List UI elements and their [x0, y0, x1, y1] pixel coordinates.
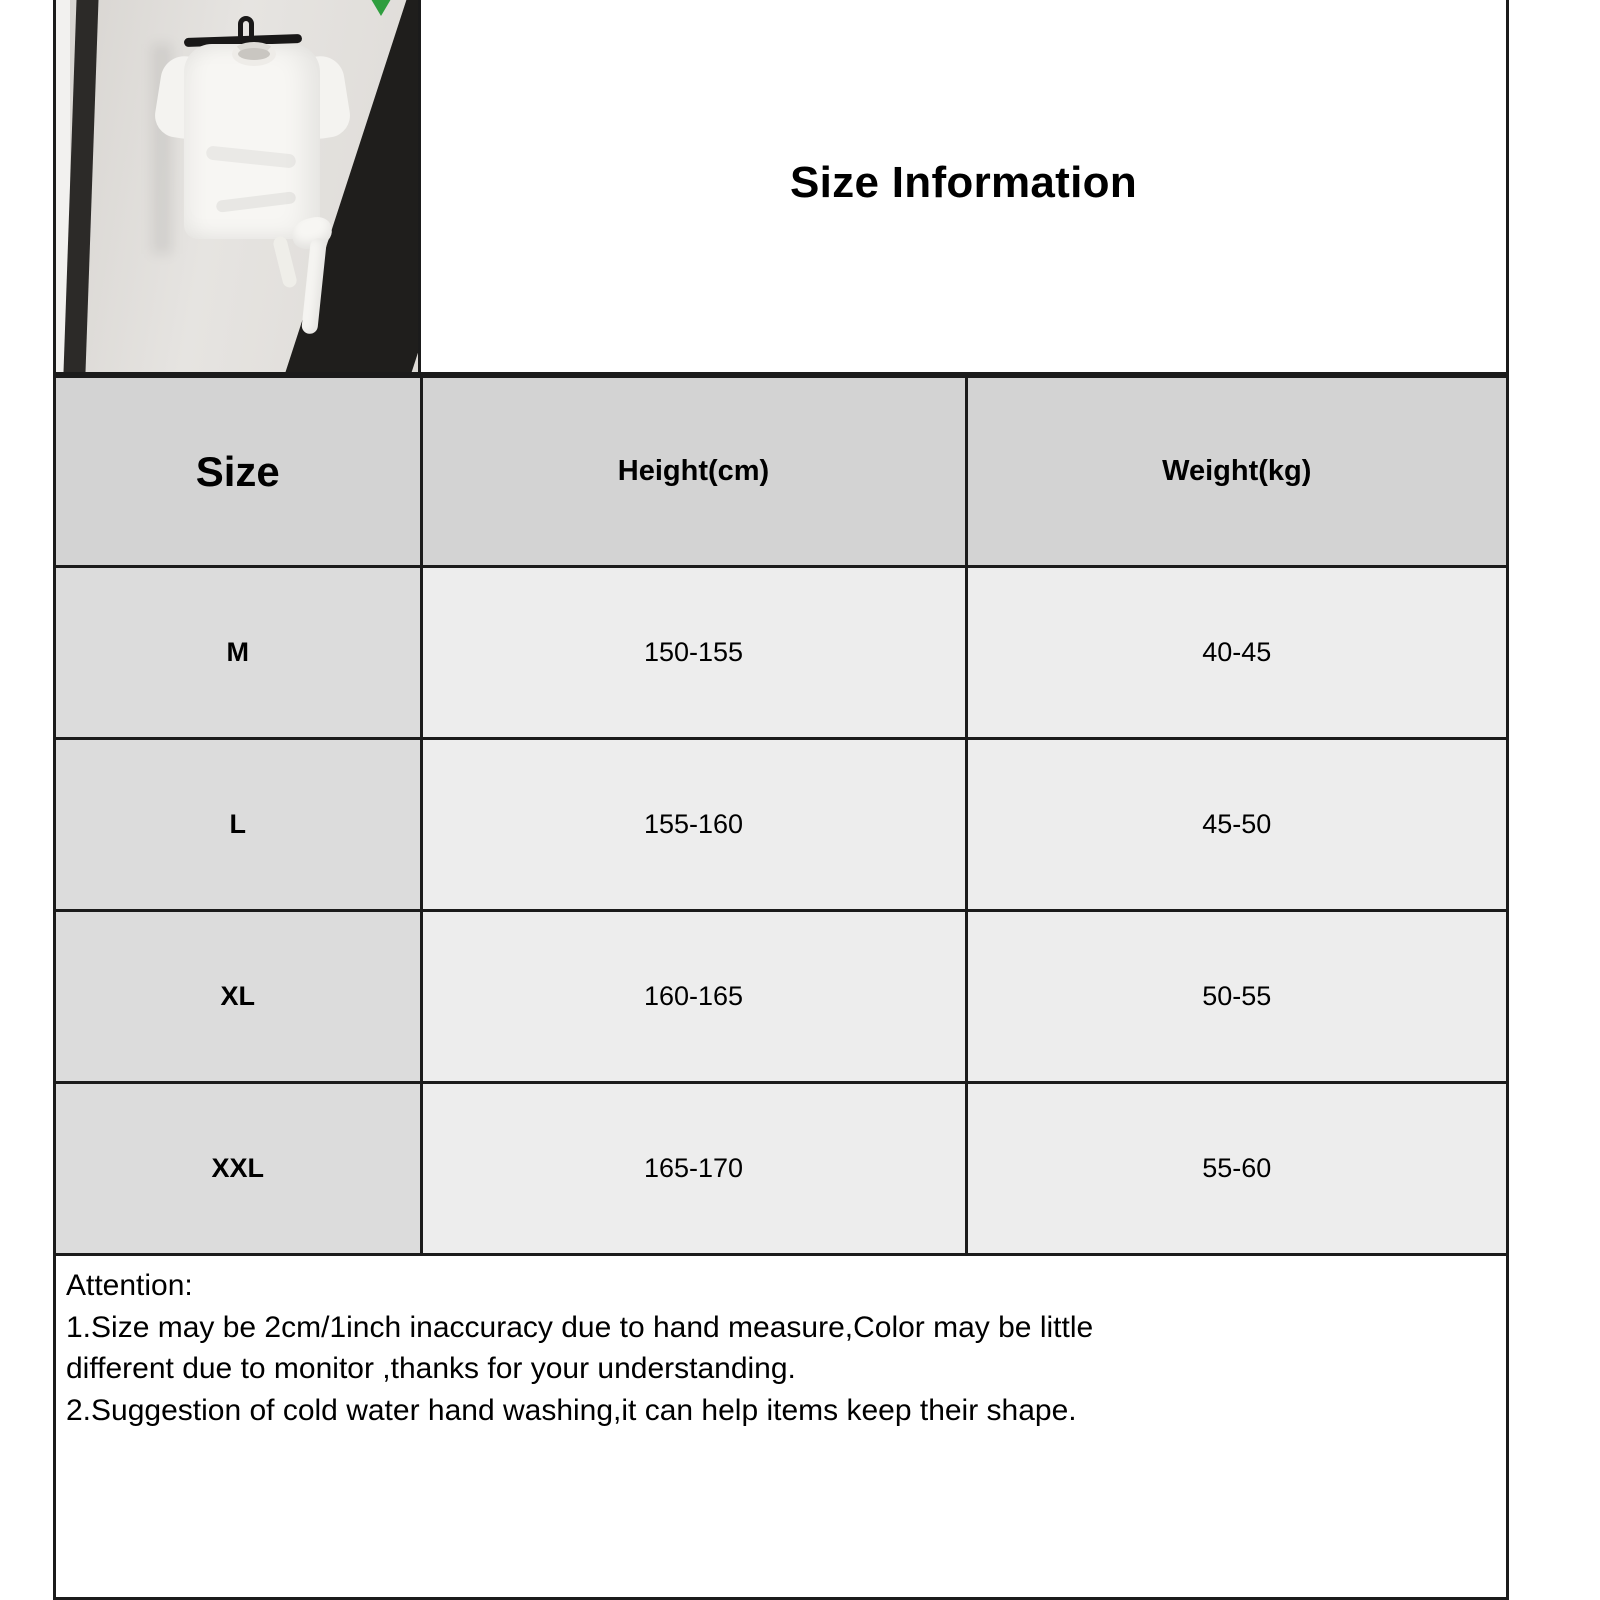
attention-line-2: different due to monitor ,thanks for your understanding.	[66, 1352, 796, 1386]
cell-height: 165-170	[421, 1083, 966, 1255]
attention-line-1: 1.Size may be 2cm/1inch inaccuracy due to hand measure,Color may be little	[66, 1310, 1094, 1344]
chart-title-cell	[421, 0, 1506, 372]
cell-weight: 40-45	[966, 567, 1506, 739]
page-title: Size Information	[789, 158, 1138, 207]
cell-weight: 55-60	[966, 1083, 1506, 1255]
cell-size: XL	[56, 911, 421, 1083]
table-row	[56, 739, 1506, 911]
table-row	[56, 1083, 1506, 1255]
cell-size: M	[56, 567, 421, 739]
attention-section	[56, 1256, 1506, 1597]
chart-top-band	[56, 0, 1506, 375]
size-chart-container	[53, 0, 1509, 1600]
cell-height: 155-160	[421, 739, 966, 911]
cell-height: 160-165	[421, 911, 966, 1083]
cell-height: 150-155	[421, 567, 966, 739]
column-header-height: Height(cm)	[421, 377, 966, 567]
size-table	[56, 375, 1506, 1256]
shirt-body	[184, 44, 320, 239]
cell-size: L	[56, 739, 421, 911]
cell-size: XXL	[56, 1083, 421, 1255]
table-header-row	[56, 377, 1506, 567]
attention-line-3: 2.Suggestion of cold water hand washing,it can help items keep their shape.	[66, 1393, 1077, 1427]
hanger-hook	[238, 16, 254, 40]
cell-weight: 50-55	[966, 911, 1506, 1083]
table-row	[56, 567, 1506, 739]
table-row	[56, 911, 1506, 1083]
product-photo	[56, 0, 421, 372]
shirt-collar	[232, 42, 276, 66]
cell-weight: 45-50	[966, 739, 1506, 911]
column-header-size: Size	[56, 377, 421, 567]
attention-heading: Attention:	[66, 1269, 193, 1302]
column-header-weight: Weight(kg)	[966, 377, 1506, 567]
